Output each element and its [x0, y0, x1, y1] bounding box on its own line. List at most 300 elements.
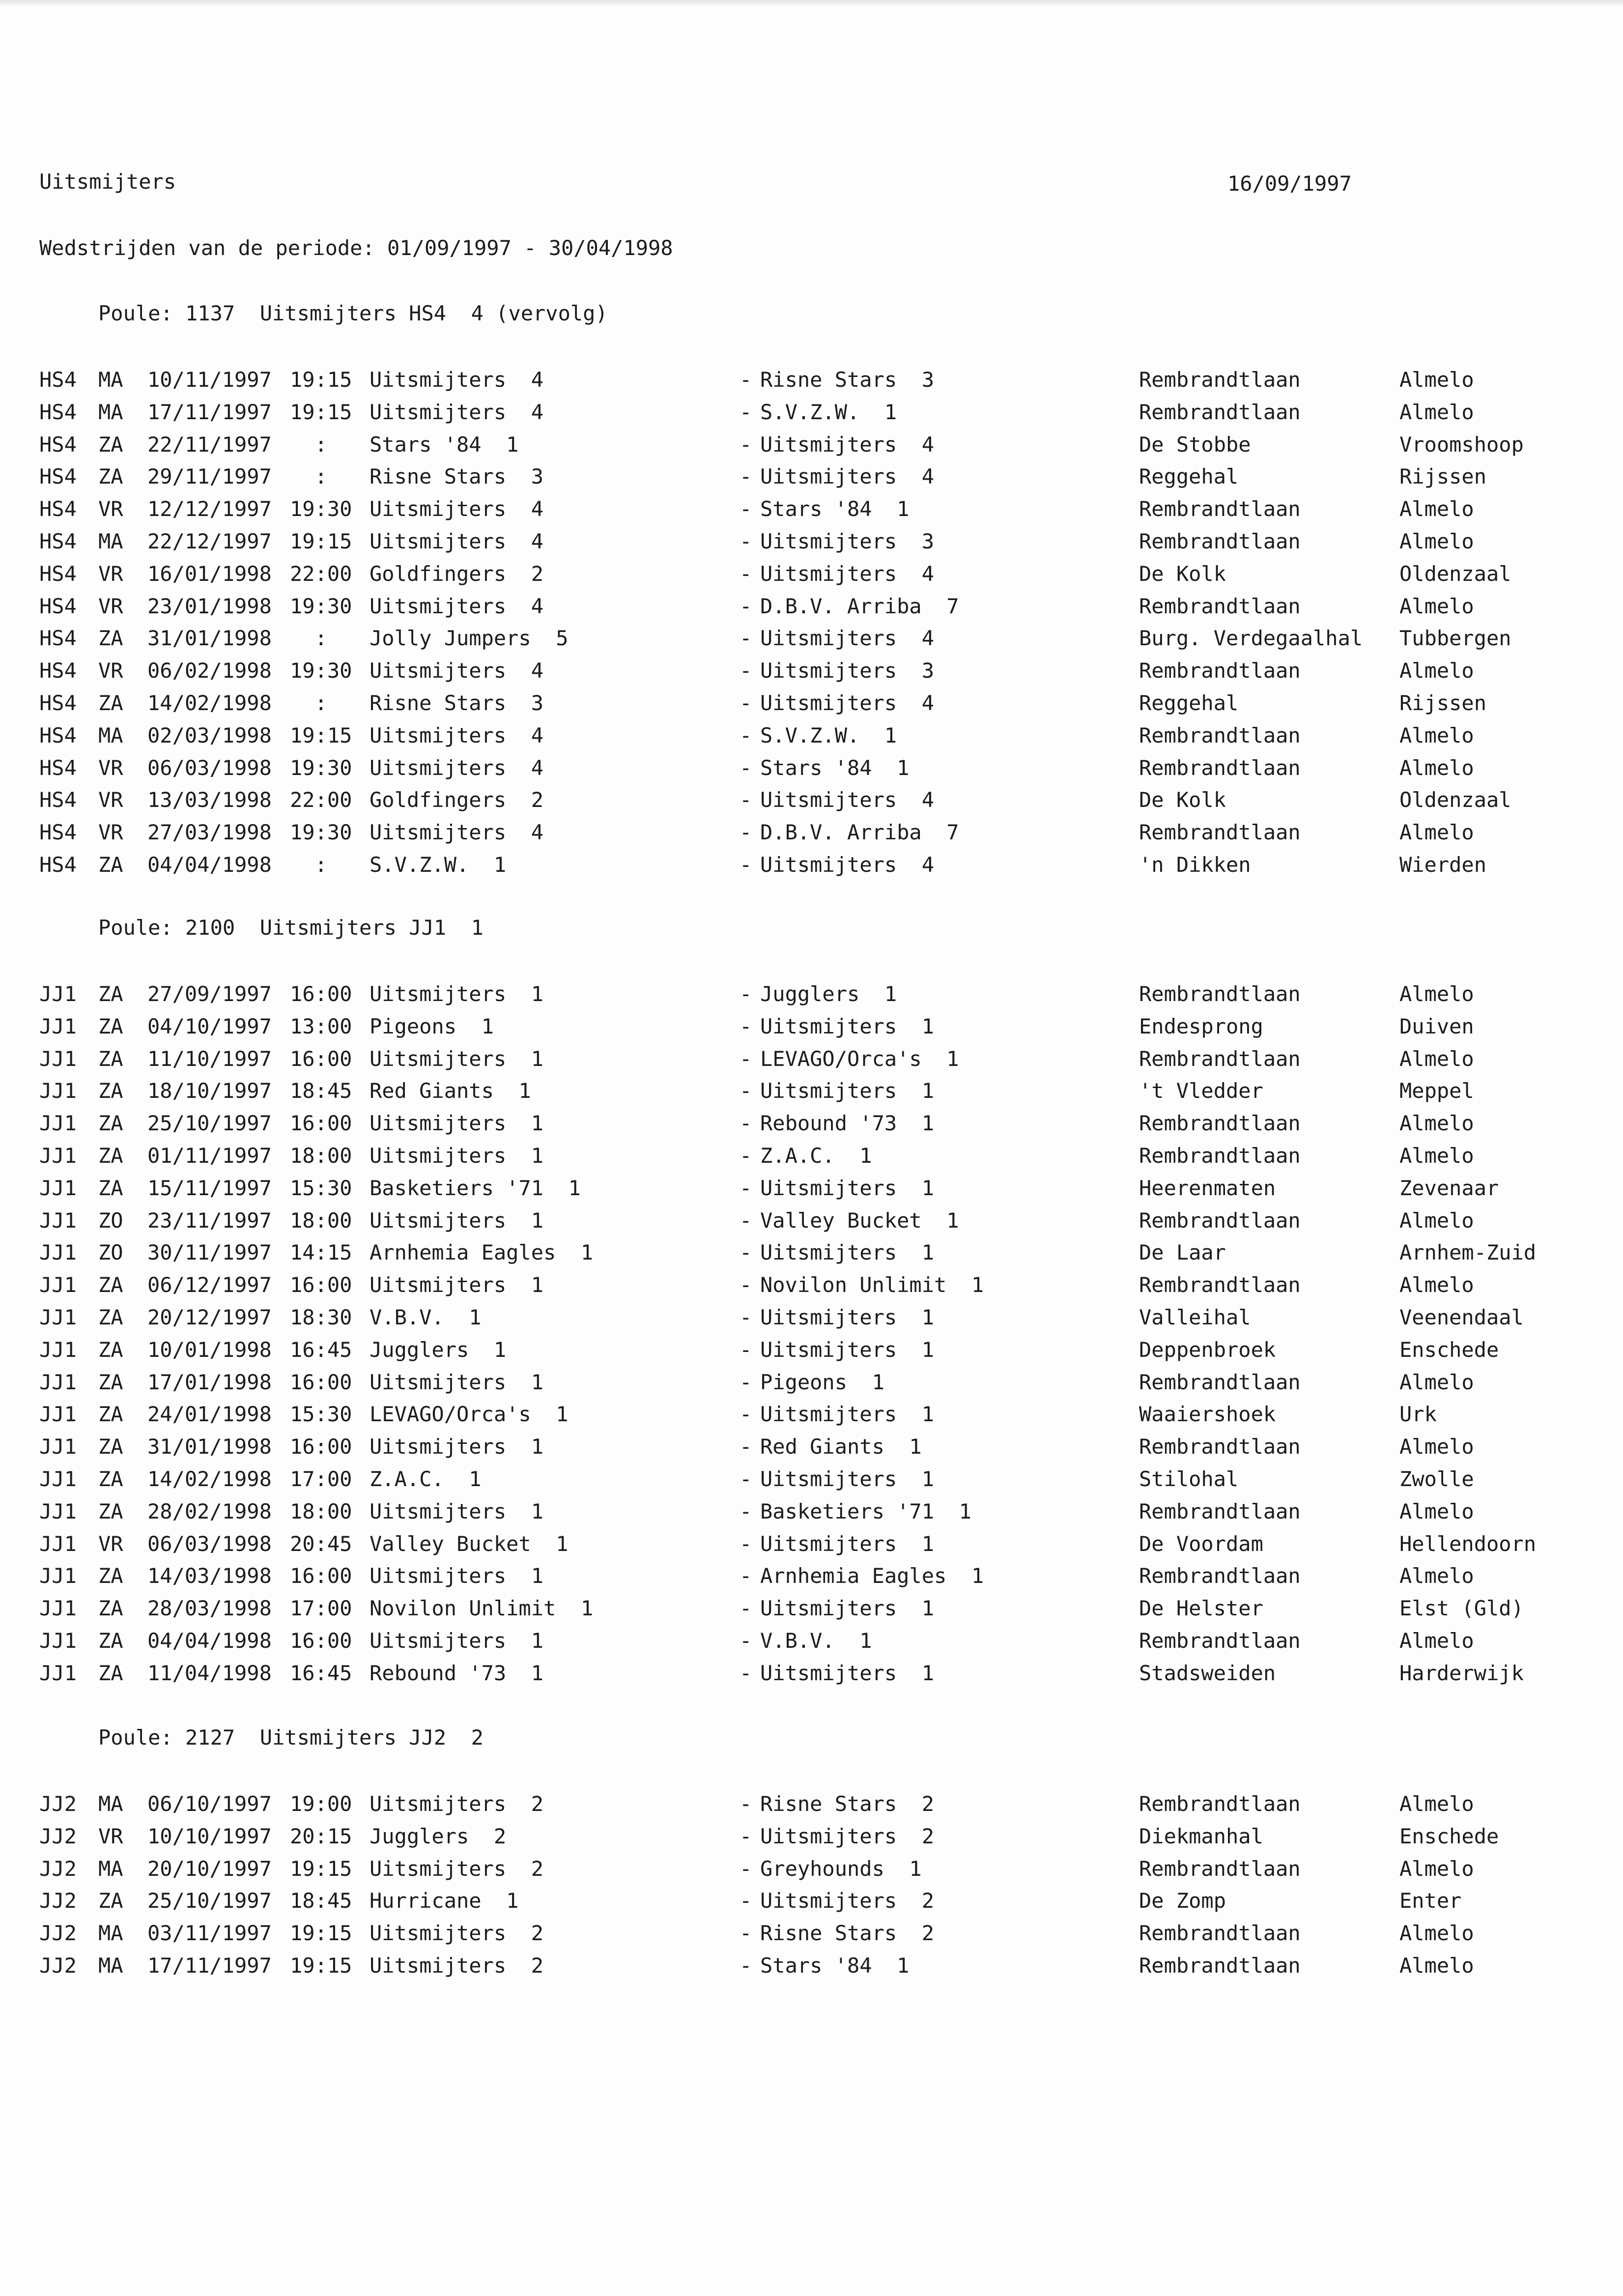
vs-dash: -	[740, 1564, 752, 1588]
match-date: 01/11/1997	[147, 1144, 272, 1168]
venue-hall: Rembrandtlaan	[1139, 1921, 1301, 1946]
match-day: ZA	[98, 691, 123, 715]
match-date: 06/10/1997	[147, 1792, 272, 1816]
away-team: Uitsmijters 1	[760, 1531, 935, 1556]
vs-dash: -	[740, 853, 752, 877]
poule-code: HS4	[39, 691, 77, 715]
match-time: 16:00	[290, 1564, 352, 1588]
venue-city: Almelo	[1399, 1435, 1474, 1459]
home-team: Basketiers '71 1	[370, 1176, 581, 1200]
venue-city: Almelo	[1399, 755, 1474, 780]
poule-code: JJ1	[39, 1111, 77, 1136]
match-time: 19:30	[290, 594, 352, 618]
away-team: Uitsmijters 1	[760, 1240, 935, 1265]
match-row	[0, 1663, 1623, 1688]
home-team: Uitsmijters 4	[370, 659, 544, 683]
vs-dash: -	[740, 1629, 752, 1653]
poule-code: HS4	[39, 400, 77, 424]
venue-city: Almelo	[1399, 1792, 1474, 1816]
match-day: VR	[98, 788, 123, 812]
match-date: 17/11/1997	[147, 400, 272, 424]
match-day: ZA	[98, 1176, 123, 1200]
match-row	[0, 1794, 1623, 1818]
poule-code: JJ1	[39, 1467, 77, 1491]
away-team: Stars '84 1	[760, 1953, 910, 1978]
home-team: Uitsmijters 1	[370, 1564, 544, 1588]
home-team: Risne Stars 3	[370, 464, 544, 489]
match-row	[0, 984, 1623, 1008]
venue-city: Rijssen	[1399, 691, 1487, 715]
match-day: ZA	[98, 432, 123, 457]
home-team: Uitsmijters 2	[370, 1921, 544, 1946]
match-day: ZA	[98, 1661, 123, 1685]
home-team: Uitsmijters 1	[370, 1111, 544, 1136]
venue-city: Almelo	[1399, 368, 1474, 392]
match-date: 16/01/1998	[147, 561, 272, 586]
match-time: 18:45	[290, 1079, 352, 1103]
venue-city: Almelo	[1399, 1499, 1474, 1523]
poule-code: JJ1	[39, 1079, 77, 1103]
venue-city: Veenendaal	[1399, 1305, 1524, 1329]
venue-hall: Rembrandtlaan	[1139, 982, 1301, 1006]
away-team: Greyhounds 1	[760, 1856, 922, 1881]
vs-dash: -	[740, 1856, 752, 1881]
vs-dash: -	[740, 755, 752, 780]
match-row	[0, 1081, 1623, 1105]
match-day: ZA	[98, 1305, 123, 1329]
venue-hall: Rembrandtlaan	[1139, 497, 1301, 521]
poule-heading: Poule: 1137 Uitsmijters HS4 4 (vervolg)	[98, 301, 608, 325]
vs-dash: -	[740, 1531, 752, 1556]
match-day: ZA	[98, 1564, 123, 1588]
venue-hall: Rembrandtlaan	[1139, 1856, 1301, 1881]
venue-hall: Rembrandtlaan	[1139, 400, 1301, 424]
match-row	[0, 660, 1623, 685]
match-date: 11/04/1998	[147, 1661, 272, 1685]
match-time: 19:30	[290, 497, 352, 521]
poule-code: JJ1	[39, 1046, 77, 1071]
venue-hall: Valleihal	[1139, 1305, 1251, 1329]
match-time: 19:00	[290, 1792, 352, 1816]
venue-city: Enter	[1399, 1889, 1462, 1913]
match-day: MA	[98, 529, 123, 553]
home-team: Goldfingers 2	[370, 561, 544, 586]
poule-code: JJ2	[39, 1953, 77, 1978]
home-team: Uitsmijters 1	[370, 982, 544, 1006]
match-row	[0, 1891, 1623, 1915]
poule-code: HS4	[39, 497, 77, 521]
match-day: MA	[98, 1856, 123, 1881]
match-time: 20:15	[290, 1824, 352, 1848]
venue-city: Almelo	[1399, 820, 1474, 845]
match-time: 15:30	[290, 1176, 352, 1200]
venue-hall: Rembrandtlaan	[1139, 1564, 1301, 1588]
venue-hall: De Voordam	[1139, 1531, 1263, 1556]
match-day: ZA	[98, 1467, 123, 1491]
vs-dash: -	[740, 723, 752, 747]
away-team: Risne Stars 2	[760, 1921, 935, 1946]
match-day: VR	[98, 1531, 123, 1556]
match-row	[0, 1923, 1623, 1948]
match-time: 18:00	[290, 1144, 352, 1168]
venue-city: Oldenzaal	[1399, 788, 1511, 812]
home-team: Z.A.C. 1	[370, 1467, 482, 1491]
match-day: ZO	[98, 1208, 123, 1233]
home-team: Jugglers 2	[370, 1824, 507, 1848]
vs-dash: -	[740, 497, 752, 521]
venue-city: Almelo	[1399, 1629, 1474, 1653]
match-date: 03/11/1997	[147, 1921, 272, 1946]
match-date: 04/10/1997	[147, 1014, 272, 1038]
match-time: 22:00	[290, 561, 352, 586]
vs-dash: -	[740, 1046, 752, 1071]
match-date: 14/02/1998	[147, 1467, 272, 1491]
vs-dash: -	[740, 1596, 752, 1621]
match-date: 11/10/1997	[147, 1046, 272, 1071]
venue-hall: Rembrandtlaan	[1139, 1792, 1301, 1816]
match-time: 22:00	[290, 788, 352, 812]
venue-hall: Rembrandtlaan	[1139, 1435, 1301, 1459]
away-team: Uitsmijters 4	[760, 853, 935, 877]
poule-code: JJ1	[39, 1176, 77, 1200]
match-date: 13/03/1998	[147, 788, 272, 812]
venue-hall: Rembrandtlaan	[1139, 529, 1301, 553]
away-team: Uitsmijters 1	[760, 1661, 935, 1685]
vs-dash: -	[740, 1014, 752, 1038]
away-team: Uitsmijters 1	[760, 1176, 935, 1200]
venue-hall: Rembrandtlaan	[1139, 1370, 1301, 1394]
vs-dash: -	[740, 788, 752, 812]
poule-code: JJ1	[39, 1564, 77, 1588]
venue-hall: Rembrandtlaan	[1139, 659, 1301, 683]
match-time: 13:00	[290, 1014, 352, 1038]
poule-code: HS4	[39, 755, 77, 780]
vs-dash: -	[740, 1953, 752, 1978]
venue-hall: Stilohal	[1139, 1467, 1239, 1491]
venue-city: Almelo	[1399, 400, 1474, 424]
match-date: 31/01/1998	[147, 1435, 272, 1459]
match-date: 20/12/1997	[147, 1305, 272, 1329]
match-date: 27/09/1997	[147, 982, 272, 1006]
match-day: ZA	[98, 1629, 123, 1653]
match-date: 14/02/1998	[147, 691, 272, 715]
match-day: ZA	[98, 1144, 123, 1168]
poule-code: HS4	[39, 788, 77, 812]
away-team: Uitsmijters 4	[760, 788, 935, 812]
match-time: 16:00	[290, 1629, 352, 1653]
match-time: 20:45	[290, 1531, 352, 1556]
venue-city: Meppel	[1399, 1079, 1474, 1103]
vs-dash: -	[740, 1305, 752, 1329]
venue-hall: Rembrandtlaan	[1139, 1144, 1301, 1168]
match-time: 19:30	[290, 659, 352, 683]
poule-code: HS4	[39, 561, 77, 586]
match-time: 16:00	[290, 1370, 352, 1394]
vs-dash: -	[740, 529, 752, 553]
venue-hall: De Laar	[1139, 1240, 1226, 1265]
poule-code: HS4	[39, 723, 77, 747]
venue-hall: Endesprong	[1139, 1014, 1263, 1038]
venue-hall: Heerenmaten	[1139, 1176, 1276, 1200]
match-time: 18:45	[290, 1889, 352, 1913]
venue-hall: De Stobbe	[1139, 432, 1251, 457]
match-row	[0, 1146, 1623, 1170]
match-time: 18:00	[290, 1208, 352, 1233]
match-date: 15/11/1997	[147, 1176, 272, 1200]
match-row	[0, 434, 1623, 459]
match-day: MA	[98, 368, 123, 392]
vs-dash: -	[740, 1079, 752, 1103]
home-team: Uitsmijters 4	[370, 594, 544, 618]
match-day: ZA	[98, 1499, 123, 1523]
match-row	[0, 1046, 1623, 1073]
document-title: Uitsmijters	[39, 170, 176, 194]
match-row	[0, 370, 1623, 394]
match-date: 17/11/1997	[147, 1953, 272, 1978]
match-day: MA	[98, 1792, 123, 1816]
home-team: Uitsmijters 4	[370, 723, 544, 747]
match-date: 10/11/1997	[147, 368, 272, 392]
match-day: ZA	[98, 464, 123, 489]
match-day: ZA	[98, 1402, 123, 1427]
vs-dash: -	[740, 659, 752, 683]
match-row	[0, 628, 1623, 653]
away-team: Valley Bucket 1	[760, 1208, 959, 1233]
home-team: Jugglers 1	[370, 1337, 507, 1362]
home-team: Arnhemia Eagles 1	[370, 1240, 594, 1265]
venue-city: Rijssen	[1399, 464, 1487, 489]
venue-city: Almelo	[1399, 723, 1474, 747]
vs-dash: -	[740, 1661, 752, 1685]
away-team: Red Giants 1	[760, 1435, 922, 1459]
away-team: Novilon Unlimit 1	[760, 1273, 984, 1297]
venue-city: Hellendoorn	[1399, 1531, 1537, 1556]
home-team: Jolly Jumpers 5	[370, 626, 569, 651]
away-team: Uitsmijters 1	[760, 1305, 935, 1329]
away-team: Uitsmijters 4	[760, 432, 935, 457]
match-time: 19:15	[290, 1856, 352, 1881]
poule-code: JJ1	[39, 1531, 77, 1556]
vs-dash: -	[740, 432, 752, 457]
match-day: VR	[98, 497, 123, 521]
vs-dash: -	[740, 464, 752, 489]
match-row	[0, 725, 1623, 750]
match-time: 16:45	[290, 1661, 352, 1685]
match-row	[0, 1337, 1623, 1364]
match-date: 23/01/1998	[147, 594, 272, 618]
vs-dash: -	[740, 1792, 752, 1816]
vs-dash: -	[740, 1144, 752, 1168]
home-team: Risne Stars 3	[370, 691, 544, 715]
match-time: 19:30	[290, 820, 352, 845]
match-time: :	[290, 432, 327, 457]
match-date: 04/04/1998	[147, 853, 272, 877]
venue-city: Zwolle	[1399, 1467, 1474, 1491]
venue-hall: Reggehal	[1139, 691, 1239, 715]
match-row	[0, 1566, 1623, 1590]
venue-hall: Rembrandtlaan	[1139, 1208, 1301, 1233]
match-time: :	[290, 626, 327, 651]
venue-hall: Rembrandtlaan	[1139, 723, 1301, 747]
home-team: Uitsmijters 4	[370, 400, 544, 424]
poule-code: JJ1	[39, 1240, 77, 1265]
poule-code: JJ2	[39, 1792, 77, 1816]
match-date: 22/12/1997	[147, 529, 272, 553]
venue-city: Wierden	[1399, 853, 1487, 877]
home-team: LEVAGO/Orca's 1	[370, 1402, 569, 1427]
poule-code: JJ1	[39, 1402, 77, 1427]
poule-code: HS4	[39, 820, 77, 845]
match-date: 17/01/1998	[147, 1370, 272, 1394]
poule-code: JJ1	[39, 982, 77, 1006]
venue-city: Arnhem-Zuid	[1399, 1240, 1537, 1265]
vs-dash: -	[740, 368, 752, 392]
venue-city: Almelo	[1399, 1564, 1474, 1588]
venue-city: Elst (Gld)	[1399, 1596, 1524, 1621]
poule-code: JJ2	[39, 1889, 77, 1913]
venue-city: Almelo	[1399, 1208, 1474, 1233]
match-date: 06/03/1998	[147, 1531, 272, 1556]
match-date: 30/11/1997	[147, 1240, 272, 1265]
match-day: ZO	[98, 1240, 123, 1265]
match-row	[0, 1856, 1623, 1883]
away-team: Uitsmijters 4	[760, 464, 935, 489]
venue-hall: Rembrandtlaan	[1139, 1046, 1301, 1071]
poule-code: JJ1	[39, 1337, 77, 1362]
venue-city: Duiven	[1399, 1014, 1474, 1038]
match-day: ZA	[98, 1079, 123, 1103]
venue-hall: Rembrandtlaan	[1139, 1953, 1301, 1978]
poule-code: JJ1	[39, 1305, 77, 1329]
match-date: 14/03/1998	[147, 1564, 272, 1588]
venue-city: Vroomshoop	[1399, 432, 1524, 457]
venue-hall: Rembrandtlaan	[1139, 1499, 1301, 1523]
vs-dash: -	[740, 1889, 752, 1913]
match-row	[0, 1275, 1623, 1299]
vs-dash: -	[740, 982, 752, 1006]
venue-hall: Rembrandtlaan	[1139, 368, 1301, 392]
venue-hall: Waaiershoek	[1139, 1402, 1276, 1427]
vs-dash: -	[740, 1240, 752, 1265]
match-time: 19:15	[290, 368, 352, 392]
venue-city: Zevenaar	[1399, 1176, 1499, 1200]
match-row	[0, 693, 1623, 718]
vs-dash: -	[740, 1273, 752, 1297]
away-team: Risne Stars 3	[760, 368, 935, 392]
match-date: 24/01/1998	[147, 1402, 272, 1427]
scan-edge	[0, 0, 1623, 7]
venue-hall: Rembrandtlaan	[1139, 1111, 1301, 1136]
poule-code: HS4	[39, 529, 77, 553]
match-date: 28/02/1998	[147, 1499, 272, 1523]
match-row	[0, 1016, 1623, 1041]
vs-dash: -	[740, 1435, 752, 1459]
away-team: Rebound '73 1	[760, 1111, 935, 1136]
poule-code: HS4	[39, 432, 77, 457]
poule-code: JJ1	[39, 1273, 77, 1297]
venue-city: Almelo	[1399, 529, 1474, 553]
venue-city: Almelo	[1399, 982, 1474, 1006]
venue-city: Almelo	[1399, 1111, 1474, 1136]
away-team: Uitsmijters 4	[760, 626, 935, 651]
match-row	[0, 755, 1623, 782]
away-team: S.V.Z.W. 1	[760, 723, 897, 747]
home-team: V.B.V. 1	[370, 1305, 482, 1329]
match-day: VR	[98, 1824, 123, 1848]
home-team: Uitsmijters 1	[370, 1273, 544, 1297]
away-team: Uitsmijters 4	[760, 691, 935, 715]
poule-code: JJ1	[39, 1435, 77, 1459]
venue-hall: De Zomp	[1139, 1889, 1226, 1913]
match-day: VR	[98, 755, 123, 780]
away-team: LEVAGO/Orca's 1	[760, 1046, 959, 1071]
poule-heading: Poule: 2100 Uitsmijters JJ1 1	[98, 916, 484, 940]
venue-hall: Stadsweiden	[1139, 1661, 1276, 1685]
venue-hall: Rembrandtlaan	[1139, 1273, 1301, 1297]
home-team: Uitsmijters 4	[370, 755, 544, 780]
match-day: ZA	[98, 626, 123, 651]
match-time: 16:00	[290, 1046, 352, 1071]
match-row	[0, 1372, 1623, 1397]
home-team: Uitsmijters 4	[370, 368, 544, 392]
vs-dash: -	[740, 626, 752, 651]
away-team: V.B.V. 1	[760, 1629, 872, 1653]
match-row	[0, 466, 1623, 491]
venue-hall: De Kolk	[1139, 561, 1226, 586]
match-time: 16:45	[290, 1337, 352, 1362]
match-time: 18:00	[290, 1499, 352, 1523]
match-row	[0, 531, 1623, 556]
poule-code: HS4	[39, 659, 77, 683]
match-date: 23/11/1997	[147, 1208, 272, 1233]
poule-code: HS4	[39, 594, 77, 618]
vs-dash: -	[740, 594, 752, 618]
away-team: Uitsmijters 1	[760, 1467, 935, 1491]
match-date: 10/10/1997	[147, 1824, 272, 1848]
away-team: D.B.V. Arriba 7	[760, 820, 959, 845]
match-row	[0, 402, 1623, 427]
away-team: Basketiers '71 1	[760, 1499, 971, 1523]
home-team: Goldfingers 2	[370, 788, 544, 812]
home-team: S.V.Z.W. 1	[370, 853, 507, 877]
home-team: Red Giants 1	[370, 1079, 531, 1103]
away-team: S.V.Z.W. 1	[760, 400, 897, 424]
match-day: ZA	[98, 1111, 123, 1136]
match-time: :	[290, 691, 327, 715]
match-row	[0, 1178, 1623, 1203]
match-day: VR	[98, 594, 123, 618]
poule-code: HS4	[39, 626, 77, 651]
match-day: MA	[98, 1953, 123, 1978]
vs-dash: -	[740, 561, 752, 586]
venue-city: Almelo	[1399, 1953, 1474, 1978]
vs-dash: -	[740, 1921, 752, 1946]
match-row	[0, 855, 1623, 879]
venue-city: Tubbergen	[1399, 626, 1511, 651]
venue-city: Almelo	[1399, 1370, 1474, 1394]
venue-hall: Burg. Verdegaalhal	[1139, 626, 1363, 651]
vs-dash: -	[740, 1824, 752, 1848]
match-time: 19:15	[290, 529, 352, 553]
match-time: 16:00	[290, 982, 352, 1006]
match-row	[0, 822, 1623, 847]
venue-city: Almelo	[1399, 1856, 1474, 1881]
match-row	[0, 1436, 1623, 1461]
match-date: 22/11/1997	[147, 432, 272, 457]
venue-city: Almelo	[1399, 1046, 1474, 1071]
away-team: Arnhemia Eagles 1	[760, 1564, 984, 1588]
match-time: 18:30	[290, 1305, 352, 1329]
